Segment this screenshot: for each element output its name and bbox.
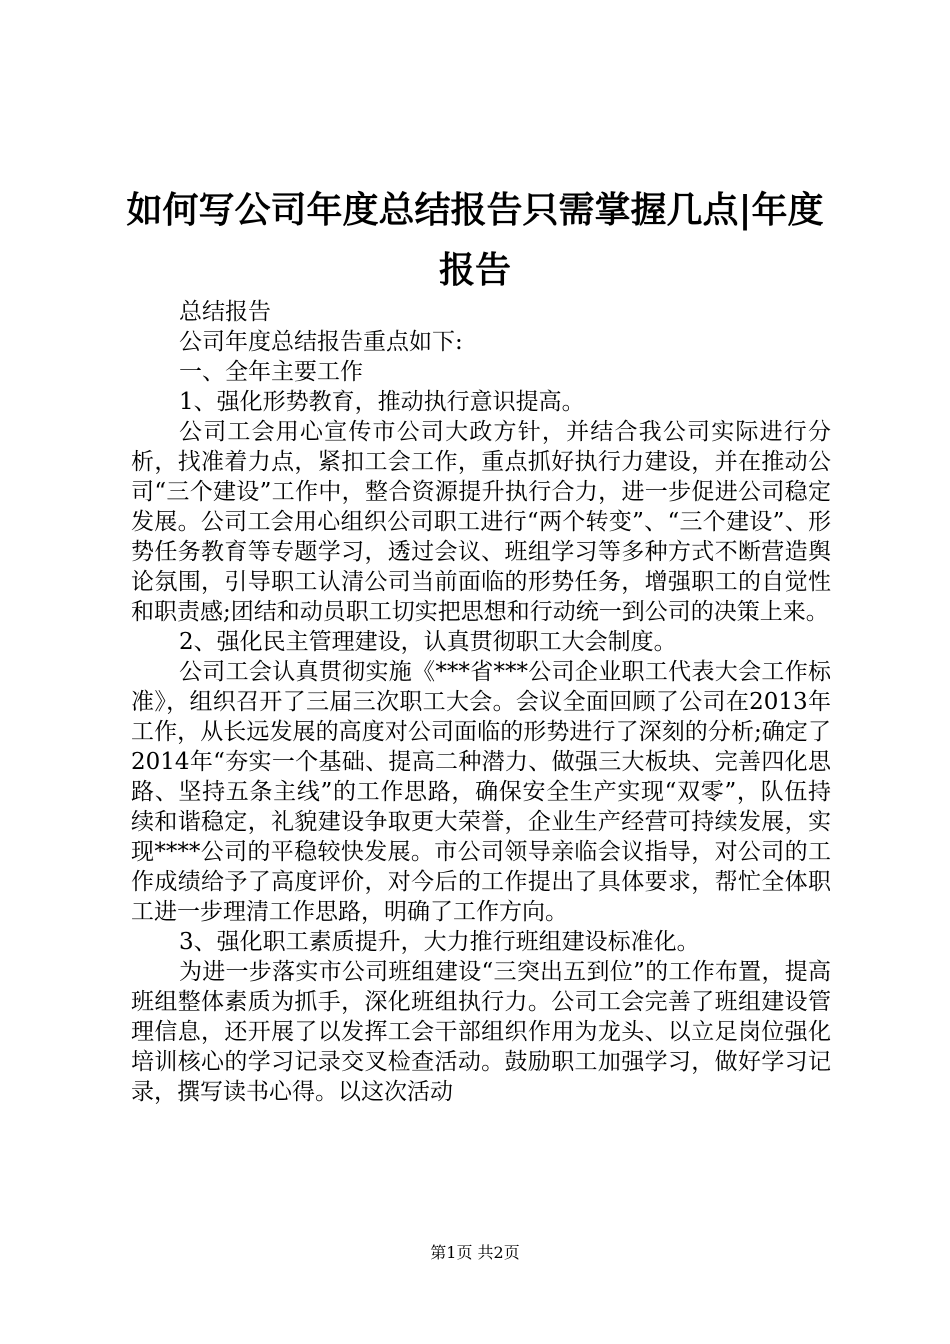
subheading-2: 2、强化民主管理建设，认真贯彻职工大会制度。 (179, 629, 677, 655)
document-body (131, 297, 831, 1107)
paragraph-intro: 公司年度总结报告重点如下: (179, 329, 463, 355)
subheading-3: 3、强化职工素质提升，大力推行班组建设标准化。 (179, 929, 700, 955)
paragraph-1: 公司工会用心宣传市公司大政方针，并结合我公司实际进行分析，找准着力点，紧扣工会工作，重点抓好执行力建设，并在推动公司“三个建设”工作中，整合资源提升执行合力，进一步促进公司稳定发展。公司工会用心组织公司职工进行“两个转变”、“三个建设”、形势任务教育等专题学习，透过会议、班组学习等多种方式不断营造舆论氛围，引导职工认清公司当前面临的形势任务，增强职工的自觉性和职责感;团结和动员职工切实把思想和行动统一到公司的决策上来。 (131, 419, 831, 625)
paragraph-heading-summary: 总结报告 (179, 299, 271, 325)
document-title: 如何写公司年度总结报告只需掌握几点|年度报告 (126, 189, 824, 291)
paragraph-3: 为进一步落实市公司班组建设“三突出五到位”的工作布置，提高班组整体素质为抓手，深化班组执行力。公司工会完善了班组建设管理信息，还开展了以发挥工会干部组织作用为龙头、以立足岗位强化培训核心的学习记录交叉检查活动。鼓励职工加强学习，做好学习记录，撰写读书心得。以这次活动 (131, 959, 831, 1105)
subheading-1: 1、强化形势教育，推动执行意识提高。 (179, 389, 585, 415)
paragraph-2: 公司工会认真贯彻实施《***省***公司企业职工代表大会工作标准》，组织召开了三届三次职工大会。会议全面回顾了公司在2013年工作，从长远发展的高度对公司面临的形势进行了深刻的分析;确定了2014年“夯实一个基础、提高二种潜力、做强三大板块、完善四化思路、坚持五条主线”的工作思路，确保安全生产实现“双零”，队伍持续和谐稳定，礼貌建设争取更大荣誉，企业生产经营可持续发展，实现****公司的平稳较快发展。市公司领导亲临会议指导，对公司的工作成绩给予了高度评价，对今后的工作提出了具体要求，帮忙全体职工进一步理清工作思路，明确了工作方向。 (131, 659, 831, 925)
section-heading-main-work: 一、全年主要工作 (179, 359, 363, 385)
page-footer: 第1页 共2页 (430, 1243, 520, 1262)
